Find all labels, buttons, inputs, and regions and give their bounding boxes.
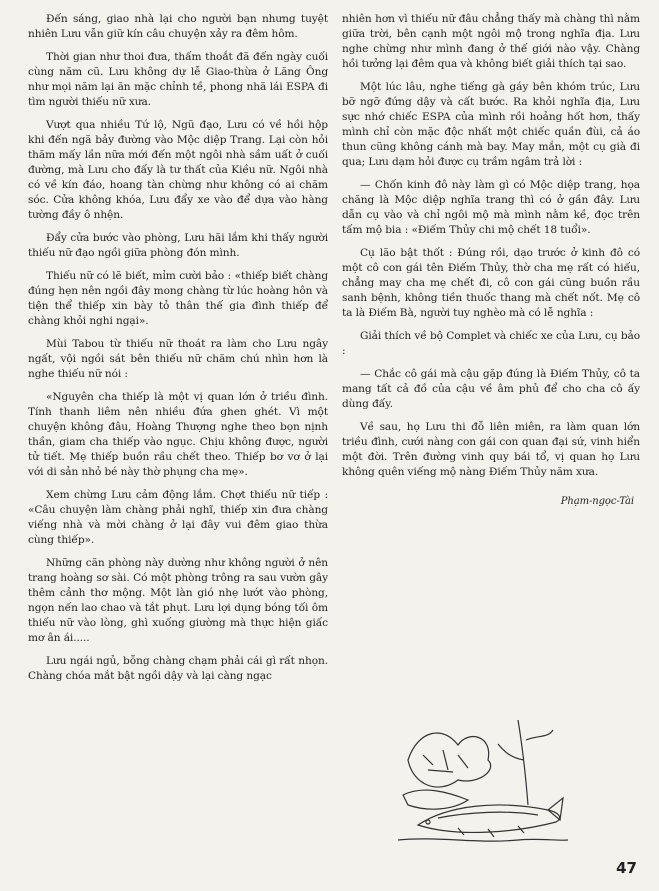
paragraph: «Nguyên cha thiếp là một vị quan lớn ở triều đình. Tính thanh liêm nên nhiều đứa ghen ghét. Vì một chuyện không đâu, Hoàng Thượng nghe theo bọn nịnh thần, giam cha thiếp vào ngục. Chịu không được, người tử tiết. Mẹ thiếp buồn rầu chết theo. Thiếp bơ vơ ở lại với di sản nhỏ bé này thờ phụng cha mẹ». (28, 391, 328, 478)
paragraph: Giải thích về bộ Complet và chiếc xe của Lưu, cụ bảo : (342, 330, 640, 357)
paragraph: Đẩy cửa bước vào phòng, Lưu hãi lắm khi thấy người thiếu nữ đạo ngồi giữa phòng đón mình. (28, 232, 328, 259)
paragraph: Lưu ngái ngủ, bỗng chàng chạm phải cái gì rất nhọn. Chàng chóa mắt bật ngồi dậy và lại càng ngạc (28, 655, 328, 682)
author-signature: Phạm-ngọc-Tài (560, 496, 634, 507)
paragraph: Về sau, họ Lưu thi đỗ liên miên, ra làm quan lớn triều đình, cưới nàng con gái con quan đại sứ, vinh hiển một đời. Trên đường vinh quy bái tổ, vị quan họ Lưu không quên viếng mộ nàng Điếm Thủy năm xưa. (342, 421, 640, 478)
left-text-column (28, 12, 328, 692)
fish-illustration (398, 700, 568, 850)
paragraph: Một lúc lâu, nghe tiếng gà gáy bên khóm trúc, Lưu bỡ ngỡ đứng dậy và cất bước. Ra khỏi nghĩa địa, Lưu sực nhớ chiếc ESPA của mình rồi hoảng hốt hơn, thấy mình chỉ còn mặc độc nhất một chiếc quần đùi, cả áo thun cũng không cánh mà bay. May mắn, một cụ già đi qua; Lưu dạm hỏi được cụ trầm ngâm trả lời : (342, 81, 640, 168)
paragraph: nhiên hơn vì thiếu nữ đâu chẳng thấy mà chàng thì nằm giữa trời, bên cạnh một ngôi mộ trong nghĩa địa. Lưu nghe chừng như mình đang ở thế giới nào vậy. Chàng hồi tưởng lại đêm qua và không biết giải thích tại sao. (342, 13, 640, 70)
paragraph: Thời gian như thoi đưa, thấm thoắt đã đến ngày cuối cùng năm cũ. Lưu không dự lễ Giao-thừa ở Lăng Ông như mọi năm lại ăn mặc chỉnh tề, phong nhã lái ESPA đi tìm người thiếu nữ xưa. (28, 51, 328, 108)
paragraph: Vượt qua nhiều Tứ lộ, Ngũ đạo, Lưu có về hồi hộp khi đến ngã bảy đường vào Mộc diệp Trang. Lại còn hỏi thăm mấy lần nữa mới đến một ngôi nhà sầm uất ở cuối đường, mà Lưu cho đấy là tư thất của Kiều nữ. Ngôi nhà có về kín đáo, hoang tàn chừng như không có ai chăm sóc. Cửa không khóa, Lưu đẩy xe vào để dựa vào hàng tường đầy ô nhện. (28, 119, 328, 221)
paragraph: Mùi Tabou từ thiếu nữ thoát ra làm cho Lưu ngây ngất, vội ngồi sát bên thiếu nữ chăm chú nhìn hơn là nghe thiếu nữ nói : (28, 338, 328, 380)
paragraph: Những căn phòng này dường như không người ở nên trang hoàng sơ sài. Có một phòng trông ra sau vườn gây thêm cảnh thơ mộng. Một làn gió nhẹ lướt vào phòng, ngọn nến lao chao và tắt phụt. Lưu lợi dụng bóng tối ôm thiếu nữ vào lòng, ghì xuống giường mà thực hiện giấc mơ ân ái..... (28, 557, 328, 644)
right-text-column (342, 12, 640, 509)
paragraph: Thiếu nữ có lẽ biết, mỉm cười bảo : «thiếp biết chàng đúng hẹn nên ngồi đây mong chàng từ lúc hoàng hôn và tiện thể thiếp xin bày tỏ thân thế gia đình thiếp để chàng khỏi nghi ngại». (28, 270, 328, 327)
page-number: 47 (616, 859, 637, 877)
paragraph: — Chắc cô gái mà cậu gặp đúng là Điếm Thủy, cô ta mang tất cả đồ của cậu về âm phủ để cho cha cô ấy dùng đấy. (342, 368, 640, 410)
paragraph: Cụ lão bật thốt : Đúng rồi, dạo trước ở kinh đô có một cô con gái tên Điếm Thủy, thờ cha mẹ rất có hiếu, chẳng may cha mẹ chết đi, cô con gái cũng buồn rầu sanh bệnh, không tiền thuốc thang mà chết nốt. Mẹ cô ta là Điếm Bà, người tuy nghèo mà có lễ nghĩa : (342, 247, 640, 319)
paragraph: Đến sáng, giao nhà lại cho người bạn nhưng tuyệt nhiên Lưu vẫn giữ kín câu chuyện xảy ra đêm hôm. (28, 13, 328, 40)
paragraph: — Chốn kinh đô này làm gì có Mộc diệp trang, họa chăng là Mộc diệp nghĩa trang thì có ở gần đây. Lưu dẫn cụ vào và chỉ ngôi mộ mà mình nằm kề, đọc trên tấm mộ bia : «Điếm Thủy chi mộ chết 18 tuổi». (342, 179, 640, 236)
paragraph: Xem chừng Lưu cảm động lắm. Chợt thiếu nữ tiếp : «Câu chuyện làm chàng phải nghĩ, thiếp xin đưa chàng viếng nhà và mời chàng ở lại đây vui đêm giao thừa cùng thiếp». (28, 489, 328, 546)
